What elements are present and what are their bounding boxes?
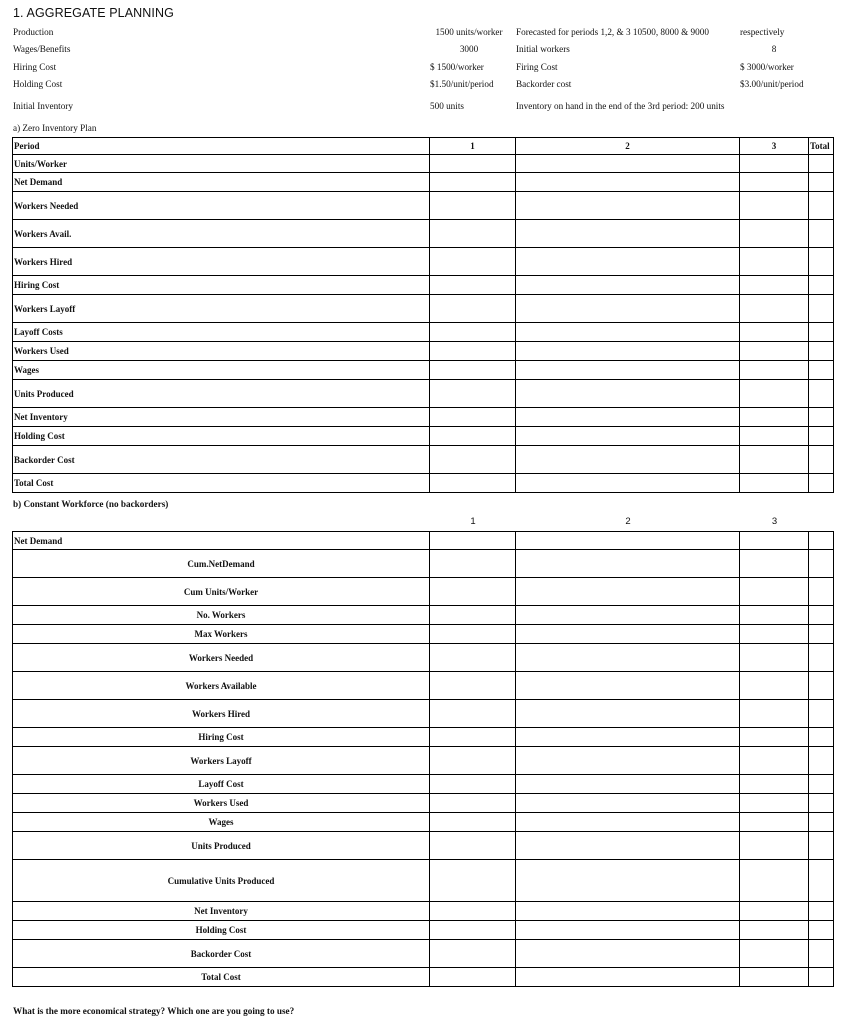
table-row — [13, 446, 834, 474]
input-cell[interactable] — [516, 220, 740, 248]
input-cell[interactable] — [516, 794, 740, 813]
header-period-3: 3 — [740, 138, 809, 155]
input-cell[interactable] — [809, 532, 834, 550]
header-period-1: 1 — [430, 138, 516, 155]
table-row — [13, 408, 834, 427]
wages-label: Wages/Benefits — [13, 44, 71, 54]
constant-workforce-table — [12, 531, 834, 987]
input-cell[interactable] — [809, 248, 834, 276]
row-label: Workers Layoff — [13, 747, 430, 775]
row-label: Cumulative Units Produced — [13, 860, 430, 902]
input-cell[interactable] — [809, 446, 834, 474]
input-cell[interactable] — [430, 532, 516, 550]
input-cell[interactable] — [430, 173, 516, 192]
input-cell[interactable] — [516, 550, 740, 578]
firing-cost-label: Firing Cost — [516, 62, 558, 72]
input-cell[interactable] — [809, 775, 834, 794]
row-label: Cum Units/Worker — [13, 578, 430, 606]
input-cell[interactable] — [740, 276, 809, 295]
table-row — [13, 672, 834, 700]
input-cell[interactable] — [809, 276, 834, 295]
input-cell[interactable] — [430, 606, 516, 625]
input-cell[interactable] — [430, 220, 516, 248]
input-cell[interactable] — [516, 446, 740, 474]
input-cell[interactable] — [809, 220, 834, 248]
input-cell[interactable] — [516, 155, 740, 173]
table-row — [13, 342, 834, 361]
input-cell[interactable] — [430, 408, 516, 427]
row-label: Units Produced — [13, 832, 430, 860]
input-cell[interactable] — [516, 644, 740, 672]
plan-b-col-1: 1 — [470, 516, 476, 527]
table-row — [13, 578, 834, 606]
header-period-2: 2 — [516, 138, 740, 155]
backorder-cost-label: Backorder cost — [516, 79, 572, 89]
row-label: Workers Needed — [13, 192, 430, 220]
table-row — [13, 276, 834, 295]
input-cell[interactable] — [516, 728, 740, 747]
row-label: Hiring Cost — [13, 728, 430, 747]
table-row — [13, 173, 834, 192]
input-cell[interactable] — [740, 192, 809, 220]
input-cell[interactable] — [430, 625, 516, 644]
input-cell[interactable] — [516, 813, 740, 832]
table-row — [13, 921, 834, 940]
input-cell[interactable] — [740, 940, 809, 968]
input-cell[interactable] — [430, 550, 516, 578]
input-cell[interactable] — [430, 342, 516, 361]
input-cell[interactable] — [809, 578, 834, 606]
input-cell[interactable] — [740, 902, 809, 921]
input-cell[interactable] — [430, 323, 516, 342]
input-cell[interactable] — [430, 155, 516, 173]
input-cell[interactable] — [516, 940, 740, 968]
input-cell[interactable] — [740, 606, 809, 625]
input-cell[interactable] — [516, 380, 740, 408]
input-cell[interactable] — [809, 700, 834, 728]
initial-workers-label: Initial workers — [516, 44, 570, 54]
wages-value: 3000 — [459, 44, 479, 54]
row-label: Net Demand — [13, 532, 430, 550]
row-label: Max Workers — [13, 625, 430, 644]
input-cell[interactable] — [740, 342, 809, 361]
input-cell[interactable] — [740, 474, 809, 493]
row-label: Workers Available — [13, 672, 430, 700]
input-cell[interactable] — [430, 940, 516, 968]
input-cell[interactable] — [740, 173, 809, 192]
input-cell[interactable] — [740, 220, 809, 248]
input-cell[interactable] — [516, 408, 740, 427]
question-text: What is the more economical strategy? Which one are you going to use? — [13, 1006, 295, 1016]
input-cell[interactable] — [809, 644, 834, 672]
plan-b-col-3: 3 — [771, 516, 778, 527]
forecast-suffix: respectively — [740, 27, 785, 37]
table-row — [13, 794, 834, 813]
input-cell[interactable] — [740, 832, 809, 860]
input-cell[interactable] — [809, 155, 834, 173]
input-cell[interactable] — [740, 728, 809, 747]
input-cell[interactable] — [430, 427, 516, 446]
input-cell[interactable] — [809, 295, 834, 323]
holding-cost-label: Holding Cost — [13, 79, 63, 89]
hiring-cost-label: Hiring Cost — [13, 62, 57, 72]
input-cell[interactable] — [809, 794, 834, 813]
input-cell[interactable] — [740, 361, 809, 380]
input-cell[interactable] — [740, 427, 809, 446]
input-cell[interactable] — [430, 902, 516, 921]
input-cell[interactable] — [809, 192, 834, 220]
input-cell[interactable] — [809, 747, 834, 775]
table-row — [13, 940, 834, 968]
table-row — [13, 220, 834, 248]
input-cell[interactable] — [740, 446, 809, 474]
input-cell[interactable] — [430, 295, 516, 323]
input-cell[interactable] — [430, 860, 516, 902]
input-cell[interactable] — [516, 474, 740, 493]
inventory-end-text: Inventory on hand in the end of the 3rd period: 200 units — [516, 101, 725, 111]
input-cell[interactable] — [430, 474, 516, 493]
row-label: Workers Used — [13, 342, 430, 361]
input-cell[interactable] — [430, 192, 516, 220]
input-cell[interactable] — [809, 921, 834, 940]
row-label: Wages — [13, 361, 430, 380]
input-cell[interactable] — [430, 380, 516, 408]
table-row — [13, 295, 834, 323]
input-cell[interactable] — [809, 940, 834, 968]
input-cell[interactable] — [740, 921, 809, 940]
table-row — [13, 606, 834, 625]
header-total: Total — [809, 138, 834, 155]
input-cell[interactable] — [516, 427, 740, 446]
row-label: Backorder Cost — [13, 940, 430, 968]
input-cell[interactable] — [740, 775, 809, 794]
table-row — [13, 813, 834, 832]
table-row — [13, 427, 834, 446]
input-cell[interactable] — [809, 427, 834, 446]
page-title: 1. AGGREGATE PLANNING — [13, 6, 174, 20]
table-row — [13, 700, 834, 728]
plan-b-heading: b) Constant Workforce (no backorders) — [13, 499, 169, 509]
input-cell[interactable] — [516, 902, 740, 921]
input-cell[interactable] — [740, 550, 809, 578]
row-label: Units Produced — [13, 380, 430, 408]
input-cell[interactable] — [430, 578, 516, 606]
input-cell[interactable] — [516, 775, 740, 794]
input-cell[interactable] — [809, 173, 834, 192]
table-row — [13, 155, 834, 173]
input-cell[interactable] — [516, 832, 740, 860]
input-cell[interactable] — [809, 813, 834, 832]
row-label: Cum.NetDemand — [13, 550, 430, 578]
header-period: Period — [13, 138, 430, 155]
table-row — [13, 625, 834, 644]
input-cell[interactable] — [430, 747, 516, 775]
table-row — [13, 832, 834, 860]
initial-inventory-value: 500 units — [430, 101, 464, 111]
input-cell[interactable] — [430, 832, 516, 860]
input-cell[interactable] — [516, 295, 740, 323]
row-label: Total Cost — [13, 474, 430, 493]
input-cell[interactable] — [809, 672, 834, 700]
forecast-text: Forecasted for periods 1,2, & 3 10500, 8000 & 9000 — [516, 27, 709, 37]
input-cell[interactable] — [516, 700, 740, 728]
input-cell[interactable] — [809, 323, 834, 342]
table-row — [13, 902, 834, 921]
row-label: Workers Needed — [13, 644, 430, 672]
input-cell[interactable] — [809, 408, 834, 427]
input-cell[interactable] — [516, 921, 740, 940]
table-row — [13, 747, 834, 775]
input-cell[interactable] — [430, 794, 516, 813]
input-cell[interactable] — [809, 728, 834, 747]
input-cell[interactable] — [516, 276, 740, 295]
row-label: Holding Cost — [13, 427, 430, 446]
input-cell[interactable] — [430, 775, 516, 794]
input-cell[interactable] — [516, 625, 740, 644]
input-cell[interactable] — [516, 248, 740, 276]
table-row — [13, 860, 834, 902]
backorder-cost-value: $3.00/unit/period — [740, 79, 804, 89]
table-row — [13, 728, 834, 747]
input-cell[interactable] — [430, 921, 516, 940]
input-cell[interactable] — [516, 606, 740, 625]
row-label: Net Inventory — [13, 408, 430, 427]
input-cell[interactable] — [430, 672, 516, 700]
row-label: Workers Hired — [13, 248, 430, 276]
row-label: Wages — [13, 813, 430, 832]
plan-a-heading: a) Zero Inventory Plan — [13, 123, 97, 133]
row-label: No. Workers — [13, 606, 430, 625]
input-cell[interactable] — [740, 578, 809, 606]
input-cell[interactable] — [516, 323, 740, 342]
input-cell[interactable] — [430, 276, 516, 295]
input-cell[interactable] — [809, 606, 834, 625]
input-cell[interactable] — [740, 248, 809, 276]
row-label: Units/Worker — [13, 155, 430, 173]
input-cell[interactable] — [430, 361, 516, 380]
input-cell[interactable] — [430, 813, 516, 832]
input-cell[interactable] — [740, 155, 809, 173]
initial-workers-value: 8 — [771, 44, 777, 54]
table-row — [13, 248, 834, 276]
input-cell[interactable] — [740, 644, 809, 672]
table-row — [13, 968, 834, 987]
row-label: Workers Avail. — [13, 220, 430, 248]
input-cell[interactable] — [430, 248, 516, 276]
input-cell[interactable] — [740, 625, 809, 644]
input-cell[interactable] — [809, 380, 834, 408]
input-cell[interactable] — [740, 968, 809, 987]
input-cell[interactable] — [516, 342, 740, 361]
input-cell[interactable] — [740, 794, 809, 813]
table-header-row — [13, 138, 834, 155]
input-cell[interactable] — [740, 532, 809, 550]
input-cell[interactable] — [516, 672, 740, 700]
input-cell[interactable] — [430, 968, 516, 987]
input-cell[interactable] — [740, 672, 809, 700]
row-label: Net Inventory — [13, 902, 430, 921]
input-cell[interactable] — [516, 192, 740, 220]
row-label: Layoff Costs — [13, 323, 430, 342]
input-cell[interactable] — [740, 747, 809, 775]
hiring-cost-value: $ 1500/worker — [430, 62, 484, 72]
zero-inventory-table — [12, 137, 834, 493]
input-cell[interactable] — [430, 700, 516, 728]
table-row — [13, 532, 834, 550]
input-cell[interactable] — [809, 902, 834, 921]
input-cell[interactable] — [516, 968, 740, 987]
initial-inventory-label: Initial Inventory — [13, 101, 73, 111]
production-value: 1500 units/worker — [435, 27, 503, 37]
input-cell[interactable] — [516, 578, 740, 606]
input-cell[interactable] — [516, 747, 740, 775]
input-cell[interactable] — [809, 968, 834, 987]
row-label: Holding Cost — [13, 921, 430, 940]
input-cell[interactable] — [740, 380, 809, 408]
row-label: Backorder Cost — [13, 446, 430, 474]
firing-cost-value: $ 3000/worker — [740, 62, 794, 72]
table-row — [13, 474, 834, 493]
row-label: Workers Layoff — [13, 295, 430, 323]
row-label: Workers Hired — [13, 700, 430, 728]
table-row — [13, 323, 834, 342]
production-label: Production — [13, 27, 54, 37]
row-label: Workers Used — [13, 794, 430, 813]
plan-b-col-2: 2 — [625, 516, 631, 527]
input-cell[interactable] — [430, 728, 516, 747]
input-cell[interactable] — [809, 550, 834, 578]
table-row — [13, 550, 834, 578]
input-cell[interactable] — [809, 342, 834, 361]
holding-cost-value: $1.50/unit/period — [430, 79, 494, 89]
table-row — [13, 361, 834, 380]
table-row — [13, 192, 834, 220]
input-cell[interactable] — [809, 625, 834, 644]
input-cell[interactable] — [516, 532, 740, 550]
row-label: Net Demand — [13, 173, 430, 192]
input-cell[interactable] — [809, 832, 834, 860]
input-cell[interactable] — [740, 408, 809, 427]
table-row — [13, 380, 834, 408]
input-cell[interactable] — [740, 813, 809, 832]
input-cell[interactable] — [740, 295, 809, 323]
input-cell[interactable] — [740, 860, 809, 902]
table-row — [13, 644, 834, 672]
input-cell[interactable] — [809, 474, 834, 493]
input-cell[interactable] — [516, 173, 740, 192]
input-cell[interactable] — [430, 446, 516, 474]
row-label: Layoff Cost — [13, 775, 430, 794]
input-cell[interactable] — [516, 860, 740, 902]
input-cell[interactable] — [740, 323, 809, 342]
table-row — [13, 775, 834, 794]
input-cell[interactable] — [516, 361, 740, 380]
row-label: Hiring Cost — [13, 276, 430, 295]
input-cell[interactable] — [809, 361, 834, 380]
input-cell[interactable] — [809, 860, 834, 902]
row-label: Total Cost — [13, 968, 430, 987]
input-cell[interactable] — [740, 700, 809, 728]
input-cell[interactable] — [430, 644, 516, 672]
